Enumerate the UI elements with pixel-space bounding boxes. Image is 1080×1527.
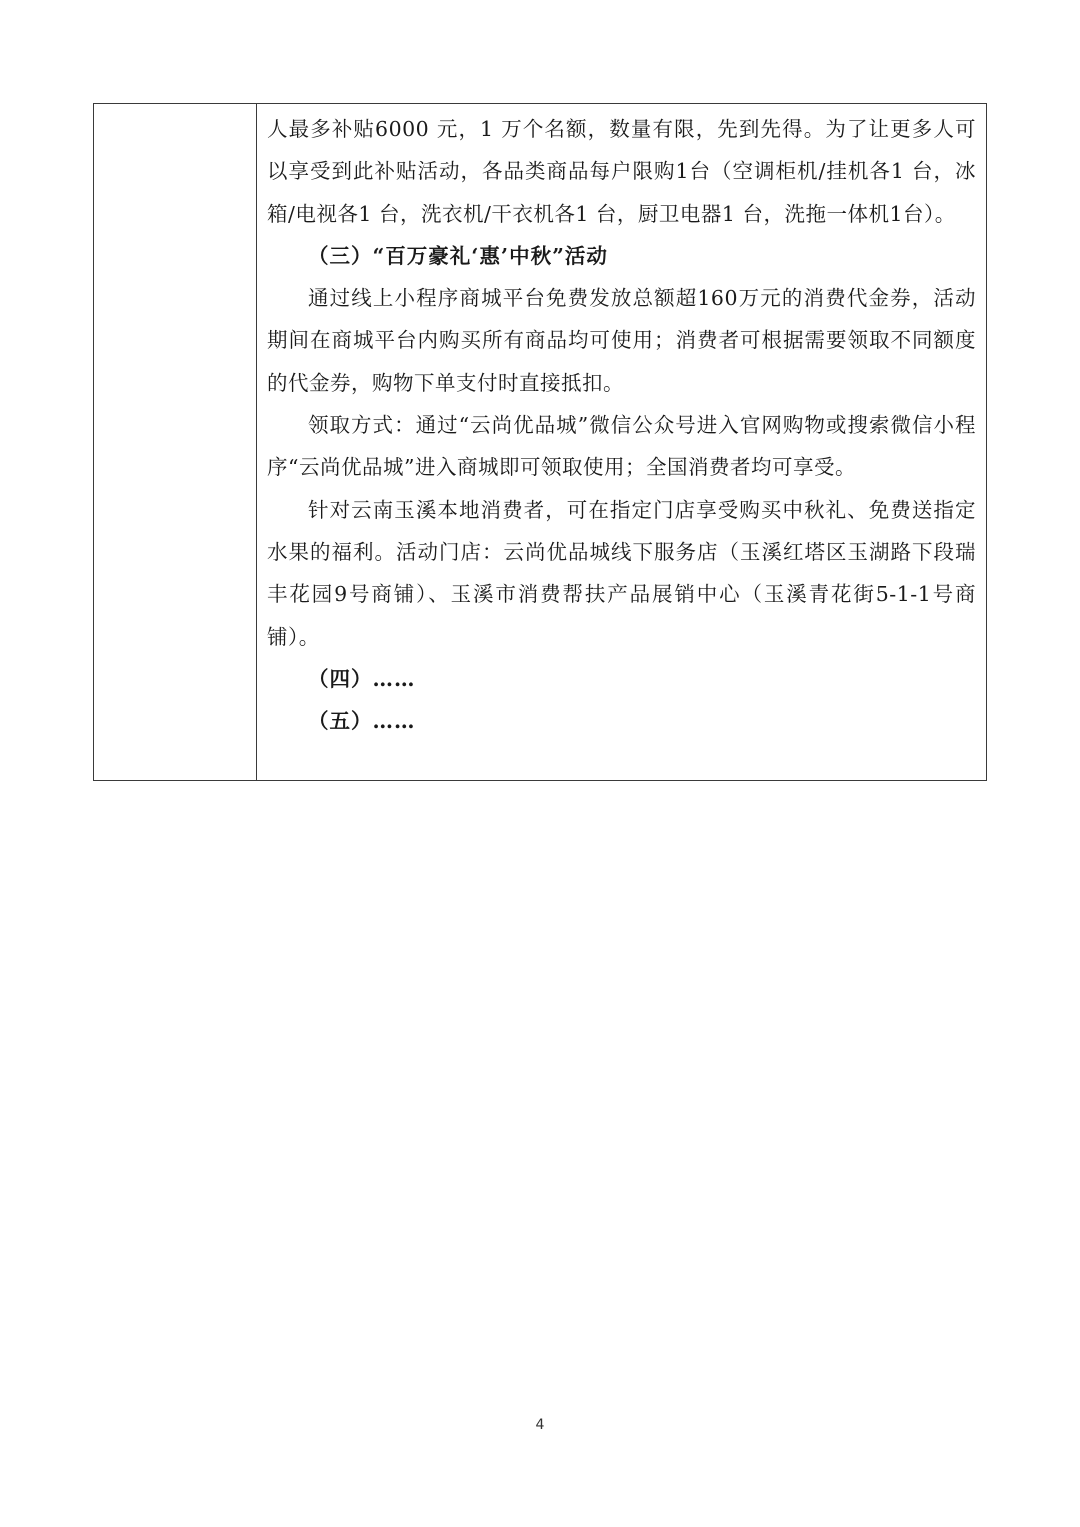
table-left-cell (94, 104, 257, 780)
claim-method-paragraph: 领取方式：通过“云尚优品城”微信公众号进入官网购物或搜索微信小程序“云尚优品城”进入商城即可领取使用；全国消费者均可享受。 (267, 413, 976, 480)
subsidy-paragraph: 人最多补贴6000 元，1 万个名额，数量有限，先到先得。为了让更多人可以享受到此补贴活动，各品类商品每户限购1台（空调柜机/挂机各1 台，冰箱/电视各1 台，洗衣机/干衣机各1 台，厨卫电器1 台，洗拖一体机1台）。 (267, 117, 976, 226)
section-heading-3: （三）“百万豪礼‘惠’中秋”活动 (308, 243, 608, 268)
voucher-paragraph: 通过线上小程序商城平台免费发放总额超160万元的消费代金券，活动期间在商城平台内购买所有商品均可使用；消费者可根据需要领取不同额度的代金券，购物下单支付时直接抵扣。 (267, 286, 976, 395)
section-heading-4: （四）…… (308, 666, 416, 691)
local-store-paragraph: 针对云南玉溪本地消费者，可在指定门店享受购买中秋礼、免费送指定水果的福利。活动门店：云尚优品城线下服务店（玉溪红塔区玉湖路下段瑞丰花园9号商铺）、玉溪市消费帮扶产品展销中心（玉溪青花街5-1-1号商铺）。 (267, 497, 976, 649)
table-content-cell (257, 104, 986, 780)
page-number: 4 (535, 1417, 545, 1433)
document-table (93, 103, 987, 781)
section-heading-5: （五）…… (308, 709, 416, 734)
